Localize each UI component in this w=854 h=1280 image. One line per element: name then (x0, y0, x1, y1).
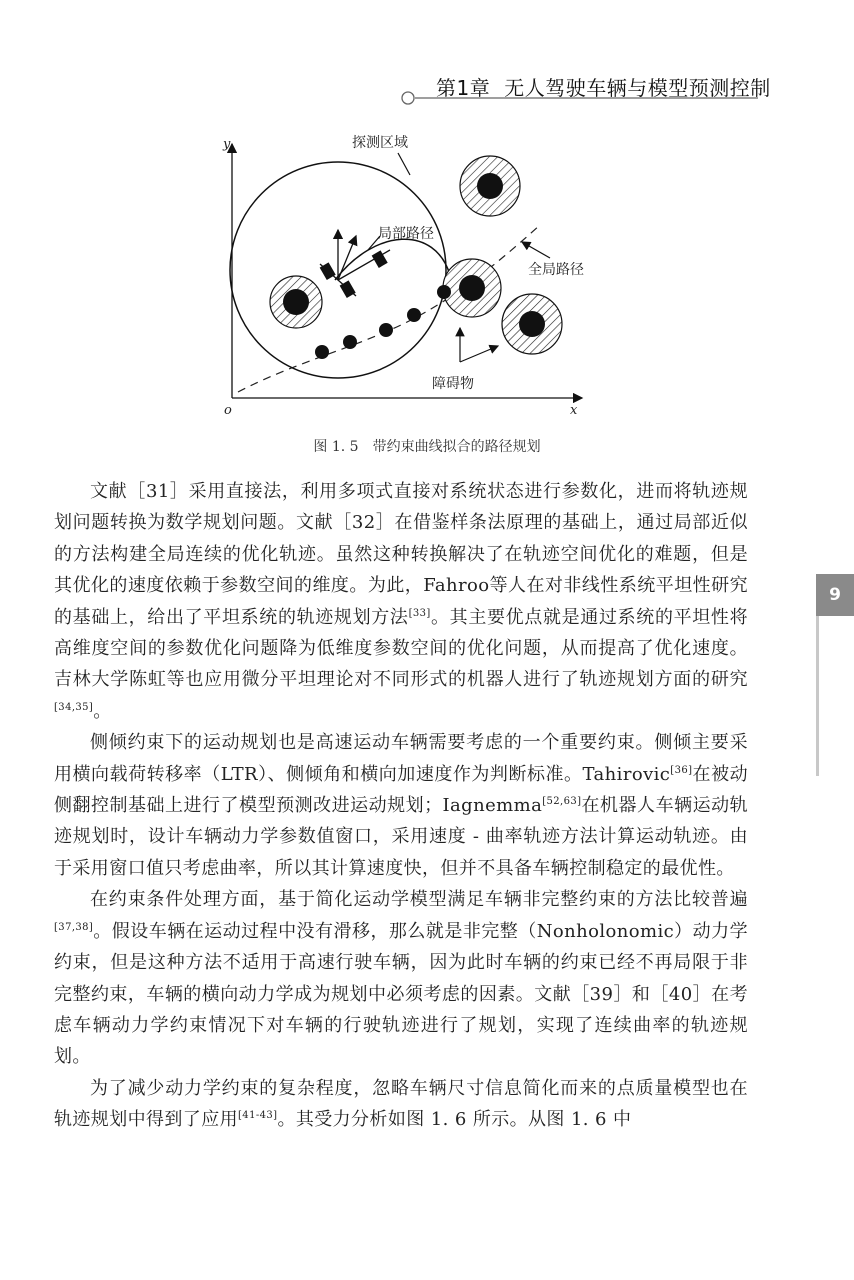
header-rule (398, 90, 758, 106)
chapter-number: 第1章 (436, 76, 491, 100)
trajectory-dots (315, 285, 451, 359)
citation: [37,38] (54, 921, 94, 933)
obstacle-right (502, 294, 562, 354)
figure-number: 图 1. 5 (313, 439, 359, 455)
obstacle-inside (270, 276, 322, 328)
label-detection-zone: 探测区域 (352, 135, 408, 151)
obstacle-top-right (460, 156, 520, 216)
paragraph: 文献［31］采用直接法，利用多项式直接对系统状态进行参数化，进而将轨迹规划问题转换为数学规划问题。文献［32］在借鉴样条法原理的基础上，通过局部近似的方法构建全局连续的优化轨迹。虽然这种转换解决了在轨迹空间优化的难题，但是其优化的速度依赖于参数空间的维度。为此，Fahroo等人在对非线性系统平坦性研究的基础上，给出了平坦系统的轨迹规划方法[33]。其主要优点就是通过系统的平坦性将高维度空间的参数优化问题降为低维度参数空间的优化问题，从而提高了优化速度。吉林大学陈虹等也应用微分平坦理论对不同形式的机器人进行了轨迹规划方面的研究[34,35]。 (54, 481, 748, 722)
citation: [33] (408, 607, 431, 619)
body-text (54, 476, 748, 1136)
paragraph: 为了减少动力学约束的复杂程度，忽略车辆尺寸信息简化而来的点质量模型也在轨迹规划中得到了应用[41-43]。其受力分析如图 1. 6 所示。从图 1. 6 中 (54, 1077, 748, 1131)
label-global-path: 全局路径 (528, 262, 584, 278)
figure-caption (0, 436, 854, 456)
origin-label: o (224, 403, 232, 418)
citation: [41-43] (238, 1110, 278, 1122)
citation: [52,63] (542, 796, 582, 808)
obstacle-on-path (443, 259, 501, 317)
label-local-path: 局部路径 (378, 226, 434, 242)
paragraph: 在约束条件处理方面，基于简化运动学模型满足车辆非完整约束的方法比较普遍[37,38]。假设车辆在运动过程中没有滑移，那么就是非完整（Nonholonomic）动力学约束，但是这种方法不适用于高速行驶车辆，因为此时车辆的约束已经不再局限于非完整约束，车辆的横向动力学成为规划中必须考虑的因素。文献［39］和［40］在考虑车辆动力学约束情况下对车辆的行驶轨迹进行了规划，实现了连续曲率的轨迹规划。 (54, 889, 748, 1068)
citation: [36] (670, 764, 693, 776)
citation: [34,35] (54, 701, 94, 713)
edge-marker (816, 616, 819, 776)
label-obstacle: 障碍物 (432, 376, 474, 392)
figure-caption-text: 带约束曲线拟合的路径规划 (372, 439, 541, 455)
y-axis-label: y (223, 137, 231, 152)
x-axis-label: x (570, 403, 578, 418)
paragraph: 侧倾约束下的运动规划也是高速运动车辆需要考虑的一个重要约束。侧倾主要采用横向载荷转移率（LTR）、侧倾角和横向加速度作为判断标准。Tahirovic[36]在被动侧翻控制基础上进行了模型预测改进运动规划；Iagnemma[52,63]在机器人车辆运动轨迹规划时，设计车辆动力学参数值窗口，采用速度 - 曲率轨迹方法计算运动轨迹。由于采用窗口值只考虑曲率，所以其计算速度快，但并不具备车辆控制稳定的最优性。 (54, 732, 748, 879)
page-number-tab: 9 (816, 574, 854, 616)
path-planning-figure (210, 130, 600, 420)
chapter-title: 无人驾驶车辆与模型预测控制 (504, 76, 771, 100)
